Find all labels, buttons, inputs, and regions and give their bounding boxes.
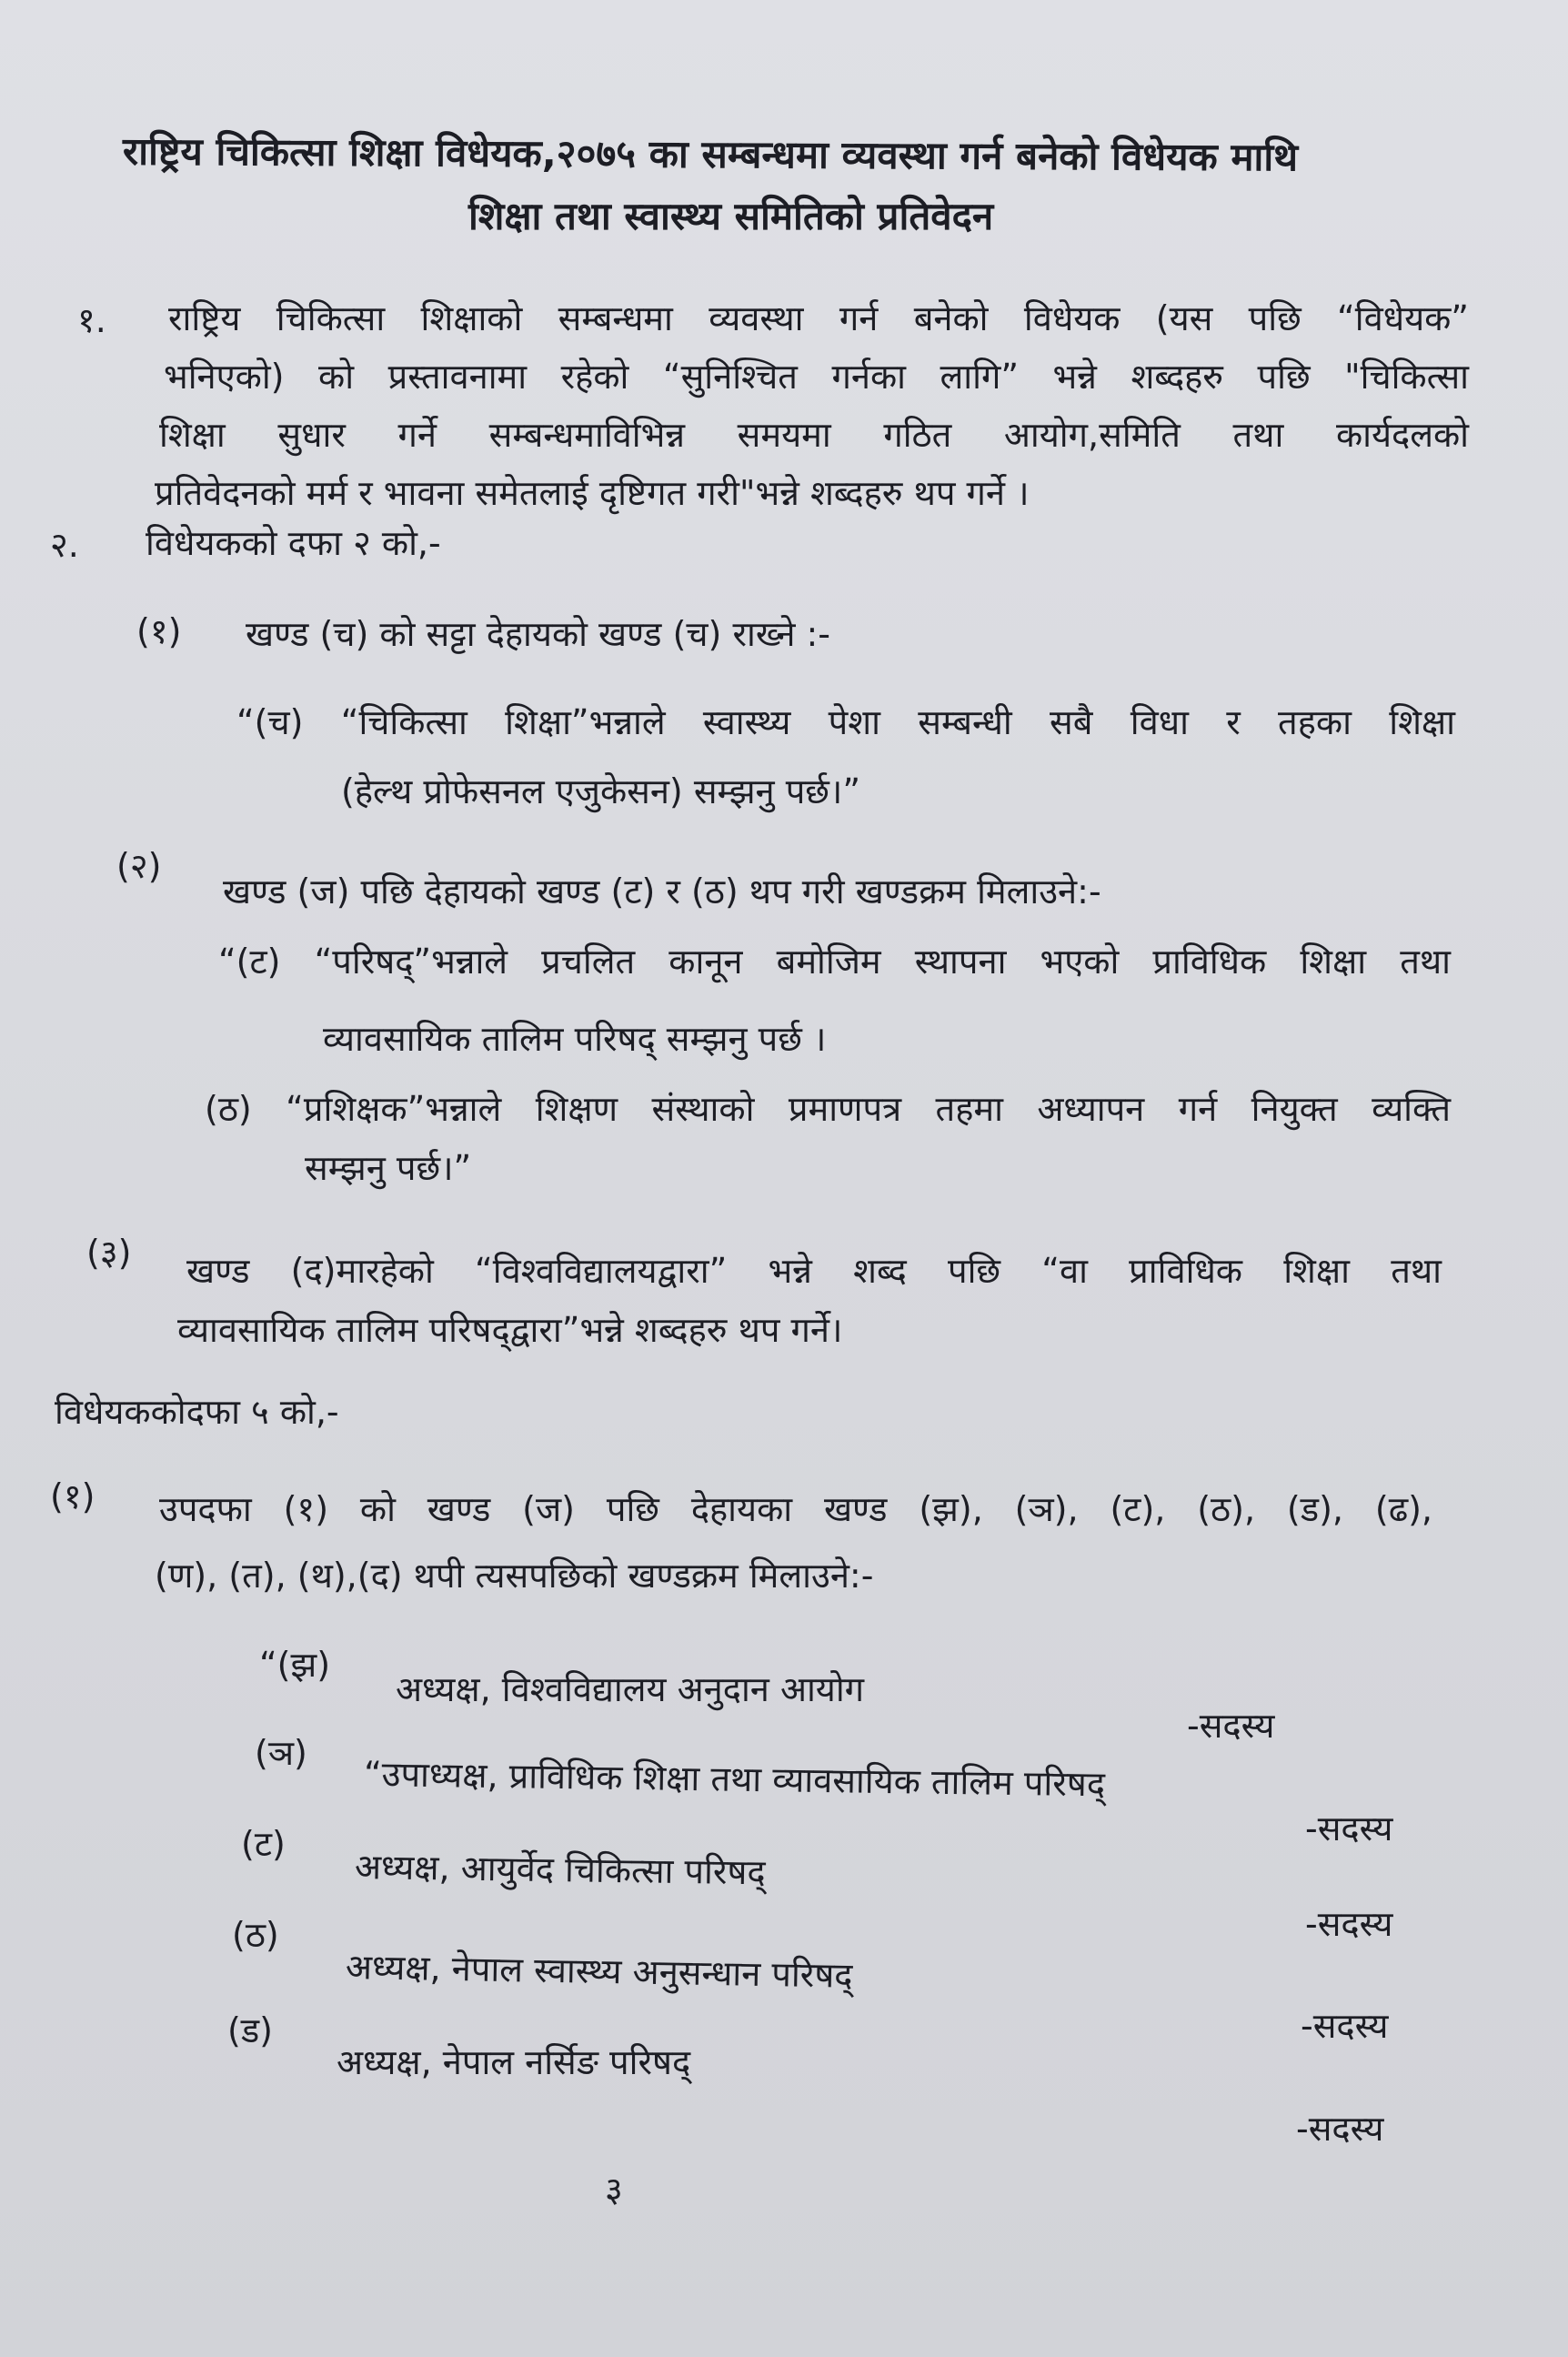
section-2-number: २. bbox=[50, 525, 79, 565]
member-list-item-role: -सदस्य bbox=[1301, 2006, 1389, 2046]
member-list-item-text: अध्यक्ष, आयुर्वेद चिकित्सा परिषद् bbox=[354, 1847, 766, 1893]
clause-tha-line-1: (ठ) “प्रशिक्षक”भन्नाले शिक्षण संस्थाको प्रमाणपत्र तहमा अध्यापन गर्न नियुक्त व्यक्ति bbox=[205, 1089, 1451, 1129]
subsection-5-1-line-2: (ण), (त), (थ),(द) थपी त्यसपछिको खण्डक्रम मिलाउने:- bbox=[155, 1556, 874, 1596]
member-list-item-label: (ठ) bbox=[232, 1915, 279, 1955]
member-list-item-label: (ट) bbox=[241, 1824, 286, 1864]
clause-cha-line-1: “(च) “चिकित्सा शिक्षा”भन्नाले स्वास्थ्य पेशा सम्बन्धी सबै विधा र तहका शिक्षा bbox=[236, 702, 1455, 742]
subsection-2-3-line-2: व्यावसायिक तालिम परिषद्‌द्वारा”भन्ने शब्दहरु थप गर्ने। bbox=[177, 1310, 843, 1350]
subsection-2-3-number: (३) bbox=[86, 1233, 132, 1273]
member-list-item-role: -सदस्य bbox=[1305, 1808, 1393, 1848]
clause-cha-line-2: (हेल्थ प्रोफेसनल एजुकेसन) सम्झनु पर्छ।” bbox=[341, 771, 861, 811]
section-1-line-2: भनिएको) को प्रस्तावनामा रहेको “सुनिश्चित गर्नका लागि” भन्ने शब्दहरु पछि "चिकित्सा bbox=[164, 357, 1469, 397]
subsection-2-1-text: खण्ड (च) को सट्टा देहायको खण्ड (च) राख्ने :- bbox=[246, 614, 831, 654]
section-1-line-3: शिक्षा सुधार गर्ने सम्बन्धमाविभिन्न समयमा गठित आयोग,समिति तथा कार्यदलको bbox=[159, 415, 1469, 455]
member-list-item-text: “उपाध्यक्ष, प्राविधिक शिक्षा तथा व्यावसायिक तालिम परिषद् bbox=[363, 1754, 1106, 1805]
clause-ta-line-1: “(ट) “परिषद्”भन्नाले प्रचलित कानून बमोजिम स्थापना भएको प्राविधिक शिक्षा तथा bbox=[218, 942, 1451, 982]
subsection-2-3-line-1: खण्ड (द)मारहेको “विश्वविद्यालयद्वारा” भन्ने शब्द पछि “वा प्राविधिक शिक्षा तथा bbox=[186, 1251, 1442, 1291]
member-list-item-label: “(झ) bbox=[259, 1645, 331, 1685]
subsection-2-2-number: (२) bbox=[116, 846, 162, 886]
member-list-item-label: (ञ) bbox=[255, 1733, 307, 1773]
clause-ta-line-2: व्यावसायिक तालिम परिषद् सम्झनु पर्छ । bbox=[323, 1019, 827, 1059]
member-list-item-role: -सदस्य bbox=[1305, 1904, 1393, 1944]
member-list-item-role: -सदस्य bbox=[1187, 1706, 1275, 1746]
section-1-number: १. bbox=[77, 300, 106, 340]
page-number: ३ bbox=[605, 2170, 623, 2210]
member-list-item-text: अध्यक्ष, विश्वविद्यालय अनुदान आयोग bbox=[396, 1669, 865, 1709]
document-title-line-1: राष्ट्रिय चिकित्सा शिक्षा विधेयक,२०७५ का सम्बन्धमा व्यवस्था गर्न बनेको विधेयक माथि bbox=[122, 128, 1299, 180]
section-1-line-1: राष्ट्रिय चिकित्सा शिक्षाको सम्बन्धमा व्यवस्था गर्न बनेको विधेयक (यस पछि “विधेयक” bbox=[168, 298, 1469, 338]
subsection-5-1-number: (१) bbox=[50, 1476, 95, 1516]
section-3-heading: विधेयककोदफा ५ को,- bbox=[55, 1392, 339, 1432]
section-1-line-4: प्रतिवेदनको मर्म र भावना समेतलाई दृष्टिगत गरी"भन्ने शब्दहरु थप गर्ने । bbox=[155, 473, 1030, 513]
member-list-item-role: -सदस्य bbox=[1296, 2109, 1384, 2149]
member-list-item-text: अध्यक्ष, नेपाल स्वास्थ्य अनुसन्धान परिषद् bbox=[345, 1947, 853, 1996]
section-2-heading: विधेयकको दफा २ को,- bbox=[146, 523, 441, 563]
subsection-2-1-number: (१) bbox=[136, 611, 182, 651]
subsection-2-2-text: खण्ड (ज) पछि देहायको खण्ड (ट) र (ठ) थप गरी खण्डक्रम मिलाउने:- bbox=[223, 871, 1101, 912]
subsection-5-1-line-1: उपदफा (१) को खण्ड (ज) पछि देहायका खण्ड (झ), (ञ), (ट), (ठ), (ड), (ढ), bbox=[159, 1489, 1432, 1529]
member-list-item-label: (ड) bbox=[227, 2010, 273, 2050]
member-list-item-text: अध्यक्ष, नेपाल नर्सिङ परिषद् bbox=[337, 2042, 691, 2082]
document-title-line-2: शिक्षा तथा स्वास्थ्य समितिको प्रतिवेदन bbox=[468, 194, 994, 238]
clause-tha-line-2: सम्झनु पर्छ।” bbox=[305, 1148, 472, 1188]
